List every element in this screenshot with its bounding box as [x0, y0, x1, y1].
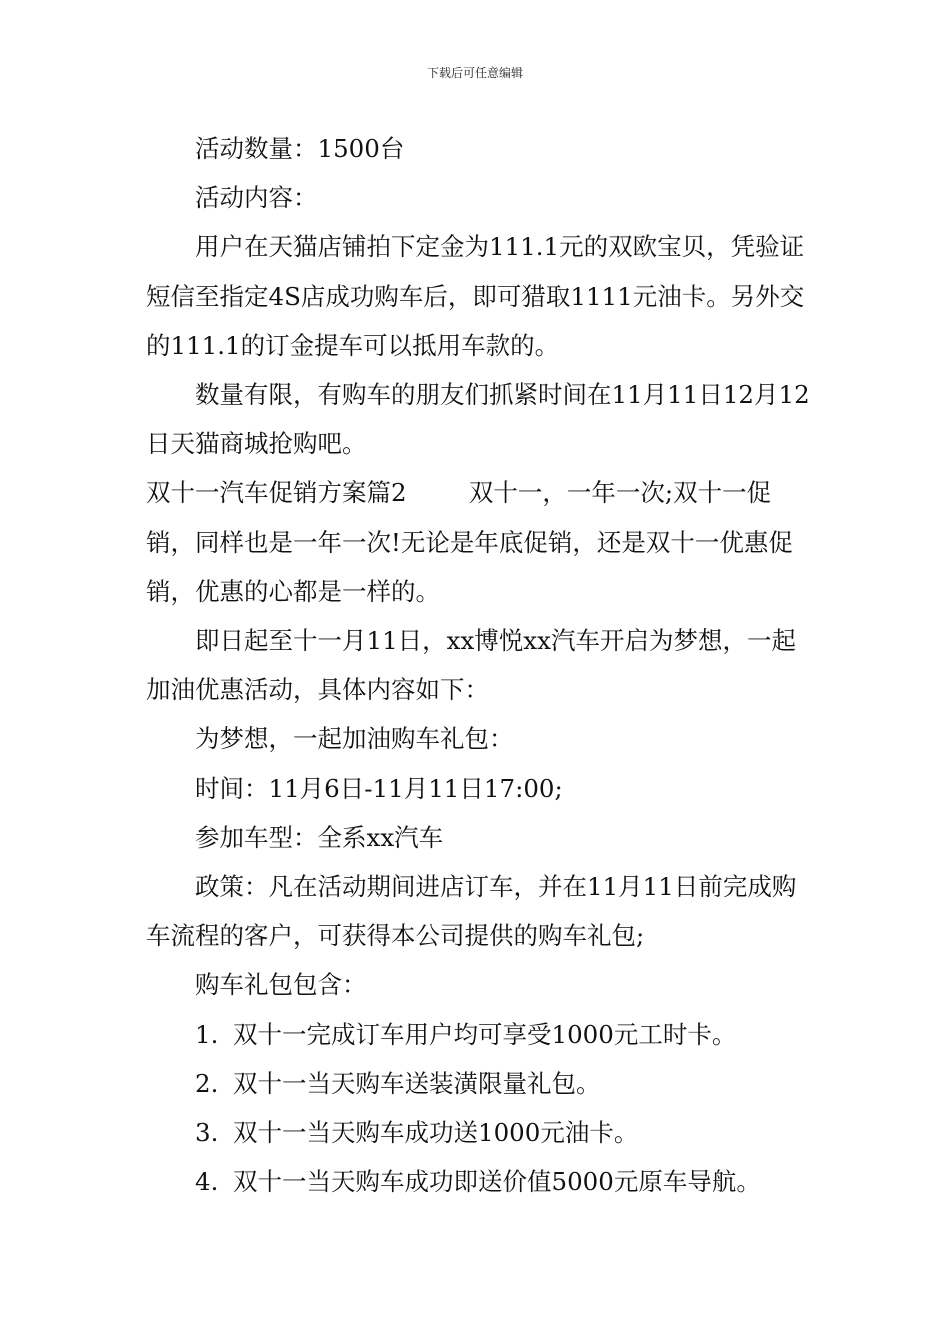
list-item-number: 1.	[195, 1019, 219, 1049]
limited-quantity-note: 数量有限，有购车的朋友们抓紧时间在11月11日12月12日天猫商城抢购吧。	[146, 380, 810, 459]
list-item	[146, 1108, 810, 1157]
policy: 政策：凡在活动期间进店订车，并在11月11日前完成购车流程的客户，可获得本公司提供的购车礼包;	[146, 872, 797, 951]
list-item	[146, 1010, 810, 1059]
section2-intro: 双十一，一年一次;双十一促销，同样也是一年一次!无论是年底促销，还是双十一优惠促销，优惠的心都是一样的。	[146, 478, 793, 606]
eligible-models: 参加车型：全系xx汽车	[195, 822, 444, 852]
section2-title: 双十一汽车促销方案篇2	[146, 478, 407, 508]
list-item-number: 2.	[195, 1068, 219, 1098]
list-item	[146, 1157, 810, 1206]
activity-content-label: 活动内容：	[195, 183, 318, 213]
activity-quantity: 活动数量：1500台	[195, 134, 405, 163]
activity-content-detail: 用户在天猫店铺拍下定金为111.1元的双欧宝贝，凭验证短信至指定4S店成功购车后，即可猎取1111元油卡。另外交的111.1的订金提车可以抵用车款的。	[146, 232, 805, 360]
document-body	[146, 124, 810, 1206]
list-item-text: 双十一当天购车成功即送价值5000元原车导航。	[233, 1167, 761, 1197]
list-item-number: 4.	[195, 1167, 219, 1197]
page-header: 下载后可任意编辑	[426, 66, 523, 80]
section2-paragraph	[146, 468, 810, 616]
event-time: 时间：11月6日-11月11日17:00;	[195, 773, 563, 803]
event-intro: 即日起至十一月11日，xx博悦xx汽车开启为梦想，一起加油优惠活动，具体内容如下：	[146, 626, 796, 705]
list-item	[146, 1059, 810, 1108]
gift-pack-title: 为梦想，一起加油购车礼包：	[195, 724, 514, 754]
gift-list	[146, 1010, 810, 1207]
list-item-text: 双十一完成订车用户均可享受1000元工时卡。	[233, 1019, 737, 1049]
list-item-text: 双十一当天购车成功送1000元油卡。	[233, 1118, 639, 1148]
list-item-text: 双十一当天购车送装潢限量礼包。	[233, 1068, 601, 1098]
gift-pack-includes: 购车礼包包含：	[195, 970, 367, 1000]
list-item-number: 3.	[195, 1118, 219, 1148]
